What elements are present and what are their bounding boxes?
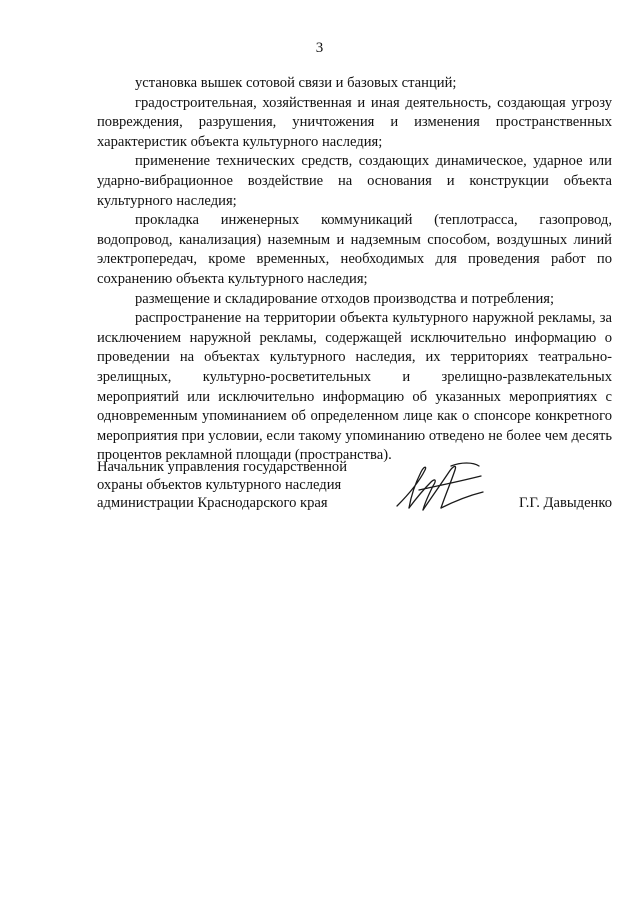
- paragraph-cell-towers: установка вышек сотовой связи и базовых станций;: [135, 75, 457, 91]
- paragraph-utility-lines: прокладка инженерных коммуникаций (теплотрасса, газопровод, водопровод, канализация) наземным и надземным способом, воздушных линий электропередач, кроме временных, необходимых для проведения работ по сохранению объекта культурного наследия;: [97, 212, 612, 287]
- signer-position-title: Начальник управления государственной охраны объектов культурного наследия администрации Краснодарского края: [97, 459, 348, 511]
- paragraph-outdoor-advertising: распространение на территории объекта культурного наружной рекламы, за исключением наружной рекламы, содержащей исключительно информацию о проведении на объектах культурного наследия, их территориях театрально-зрелищных, культурно-росветительных и зрелищно-развлекательных мероприятий или исключительно информацию об указанных мероприятиях с одновременным упоминанием об определенном лице как о спонсоре конкретного мероприятия при условии, если такому упоминанию отведено не более чем десять процентов рекламной площади (пространства).: [97, 310, 612, 464]
- signer-name: Г.Г. Давыденко: [518, 495, 612, 511]
- page-number: 3: [315, 40, 324, 56]
- handwritten-signature-icon: [391, 456, 491, 520]
- signature-block: [97, 458, 612, 528]
- paragraph-technical-means: применение технических средств, создающих динамическое, ударное или ударно-вибрационное воздействие на основания и конструкции объекта культурного наследия;: [97, 153, 612, 209]
- document-body: [97, 74, 612, 466]
- paragraph-urban-activity: градостроительная, хозяйственная и иная деятельность, создающая угрозу повреждения, разрушения, уничтожения и изменения пространственных характеристик объекта культурного наследия;: [97, 94, 612, 150]
- paragraph-waste-storage: размещение и складирование отходов производства и потребления;: [135, 290, 555, 307]
